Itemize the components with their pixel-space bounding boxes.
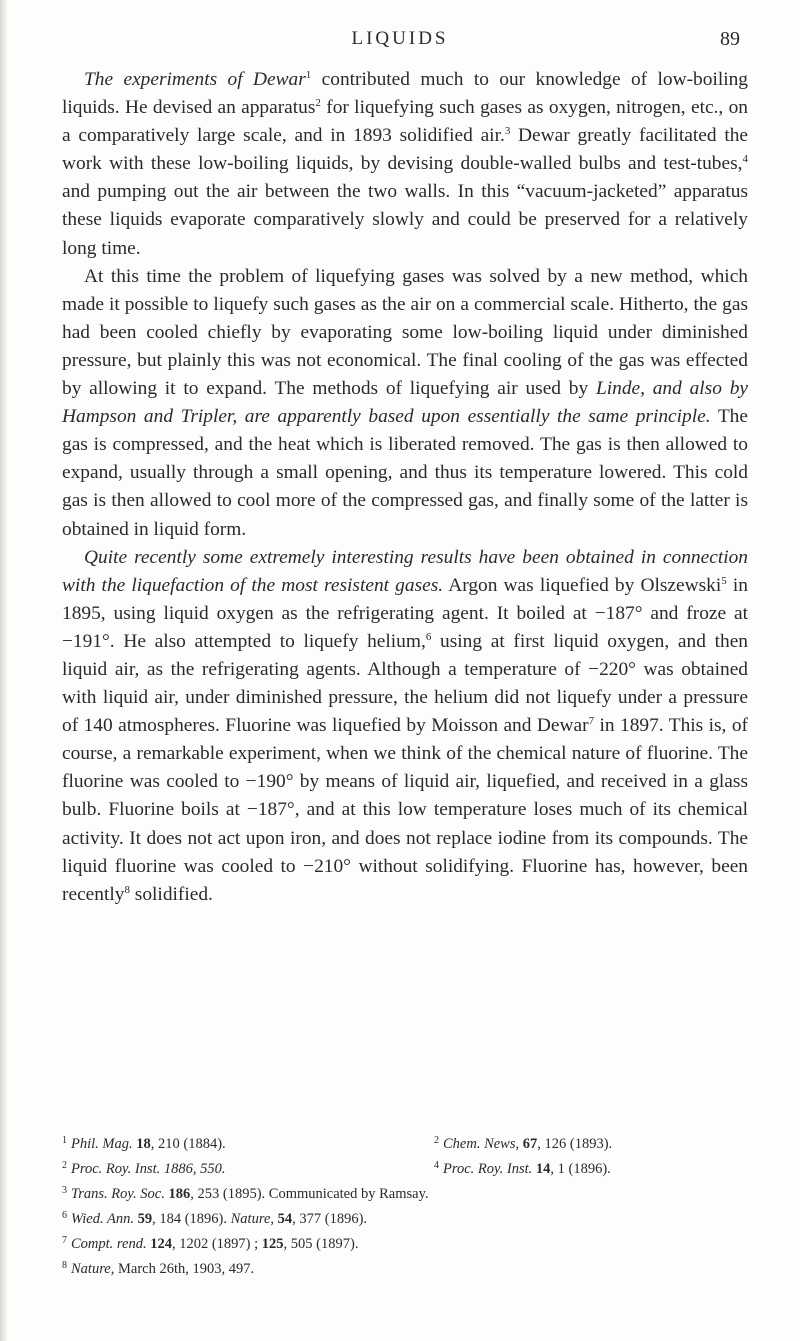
paragraph-3 [62,544,748,909]
footnote-ref: 7 [588,715,595,728]
paragraph-text: solidified. [129,883,213,905]
footnotes [62,1130,752,1280]
page-header [60,28,740,68]
paragraph-text: for liquefying such gases as oxygen, nitrogen, etc., on a comparatively large scale, and in 1893 solidified air. [62,97,748,147]
footnote-7: $^7$ Compt. rend. 124, 1202 (1897) ; 125, 505 (1897). [62,1235,359,1252]
footnote-1: $^1$ Phil. Mag. 18, 210 (1884). [62,1135,226,1152]
footnote-6: $^6$ Wied. Ann. 59, 184 (1896). Nature, 54, 377 (1896). [62,1210,368,1227]
footnote-ref: 1 [305,69,312,81]
body-text [62,66,748,909]
page-number: 89 [720,28,740,50]
footnote-ref: 6 [425,630,432,643]
paragraph-text: in 1897. This is, of course, a remarkable experiment, when we think of the chemical nature of fluorine. The fluorine was cooled to −190° by means of liquid air, liquefied, and received in a glass bulb. Fluorine boils at −187°, and at this low temperature loses much of its chemical activity. It does not act upon iron, and does not replace iodine from its compounds. The liquid fluorine was cooled to −210° without solidifying. Fluorine has, however, been recently [62,715,748,905]
paragraph-text: Argon was liquefied by Olszewski [443,574,722,596]
paragraph-italic-text: Quite recently some extremely interesting results have been obtained in connection with the liquefaction of the most resistent gases. [62,546,748,596]
paragraph-text: using at first liquid oxygen, and then liquid air, as the refrigerating agents. Although a temperature of −220° was obtained with liquid air, under diminished pressure, the helium did not liquefy under a pressure of 140 atmospheres. Fluorine was liquefied by Moisson and Dewar [62,630,748,737]
footnote-row [62,1130,752,1155]
paragraph-text: contributed much to our knowledge of low-boiling liquids. He devised an apparatus [62,69,748,119]
footnote-ref: 5 [721,574,727,587]
footnote-5: $^3$ Trans. Roy. Soc. 186, 253 (1895). Communicated by Ramsay. [62,1185,429,1202]
paragraph-text: Dewar greatly facilitated the work with these low-boiling liquids, by devising double-walled bulbs and test-tubes, [62,125,749,175]
paragraph-text: in 1895, using liquid oxygen as the refrigerating agent. It boiled at −187° and froze at −191°. He also attempted to liquefy helium, [62,574,749,652]
footnote-ref: 4 [742,153,748,166]
footnote-ref: 2 [315,97,321,110]
binding-shadow [0,0,8,1341]
footnote-3: $^2$ Proc. Roy. Inst. 1886, 550. [62,1160,226,1177]
paragraph-1 [62,66,748,263]
footnote-4: $^4$ Proc. Roy. Inst. 14, 1 (1896). [434,1160,611,1177]
paragraph-text: and pumping out the air between the two walls. In this “vacuum-jacketed” apparatus these liquids evaporate comparatively slowly and could be preserved for a relatively long time. [62,181,748,259]
footnote-ref: 8 [124,883,130,896]
footnote-ref: 3 [504,125,511,138]
paragraph-italic-text: Linde, and also by Hampson and Tripler, are apparently based upon essentially the same principle. [62,378,748,428]
footnote-2: $^2$ Chem. News, 67, 126 (1893). [434,1135,613,1152]
footnote-8: $^8$ Nature, March 26th, 1903, 497. [62,1260,255,1277]
paragraph-text: At this time the problem of liquefying gases was solved by a new method, which made it possible to liquefy such gases as the air on a commercial scale. Hitherto, the gas had been cooled chiefly by evaporating some low-boiling liquid under diminished pressure, but plainly this was not economical. The final cooling of the gas was effected by allowing it to expand. The methods of liquefying air used by [62,265,748,400]
paragraph-text: The gas is compressed, and the heat which is liberated removed. The gas is then allowed to expand, usually through a small opening, and thus its temperature lowered. This cold gas is then allowed to cool more of the compressed gas, and finally some of the latter is obtained in liquid form. [62,406,748,540]
running-title: LIQUIDS [351,28,449,49]
paragraph-2 [62,263,748,544]
paragraph-lead-italic: The experiments of Dewar [84,69,306,90]
footnote-row [62,1155,752,1180]
